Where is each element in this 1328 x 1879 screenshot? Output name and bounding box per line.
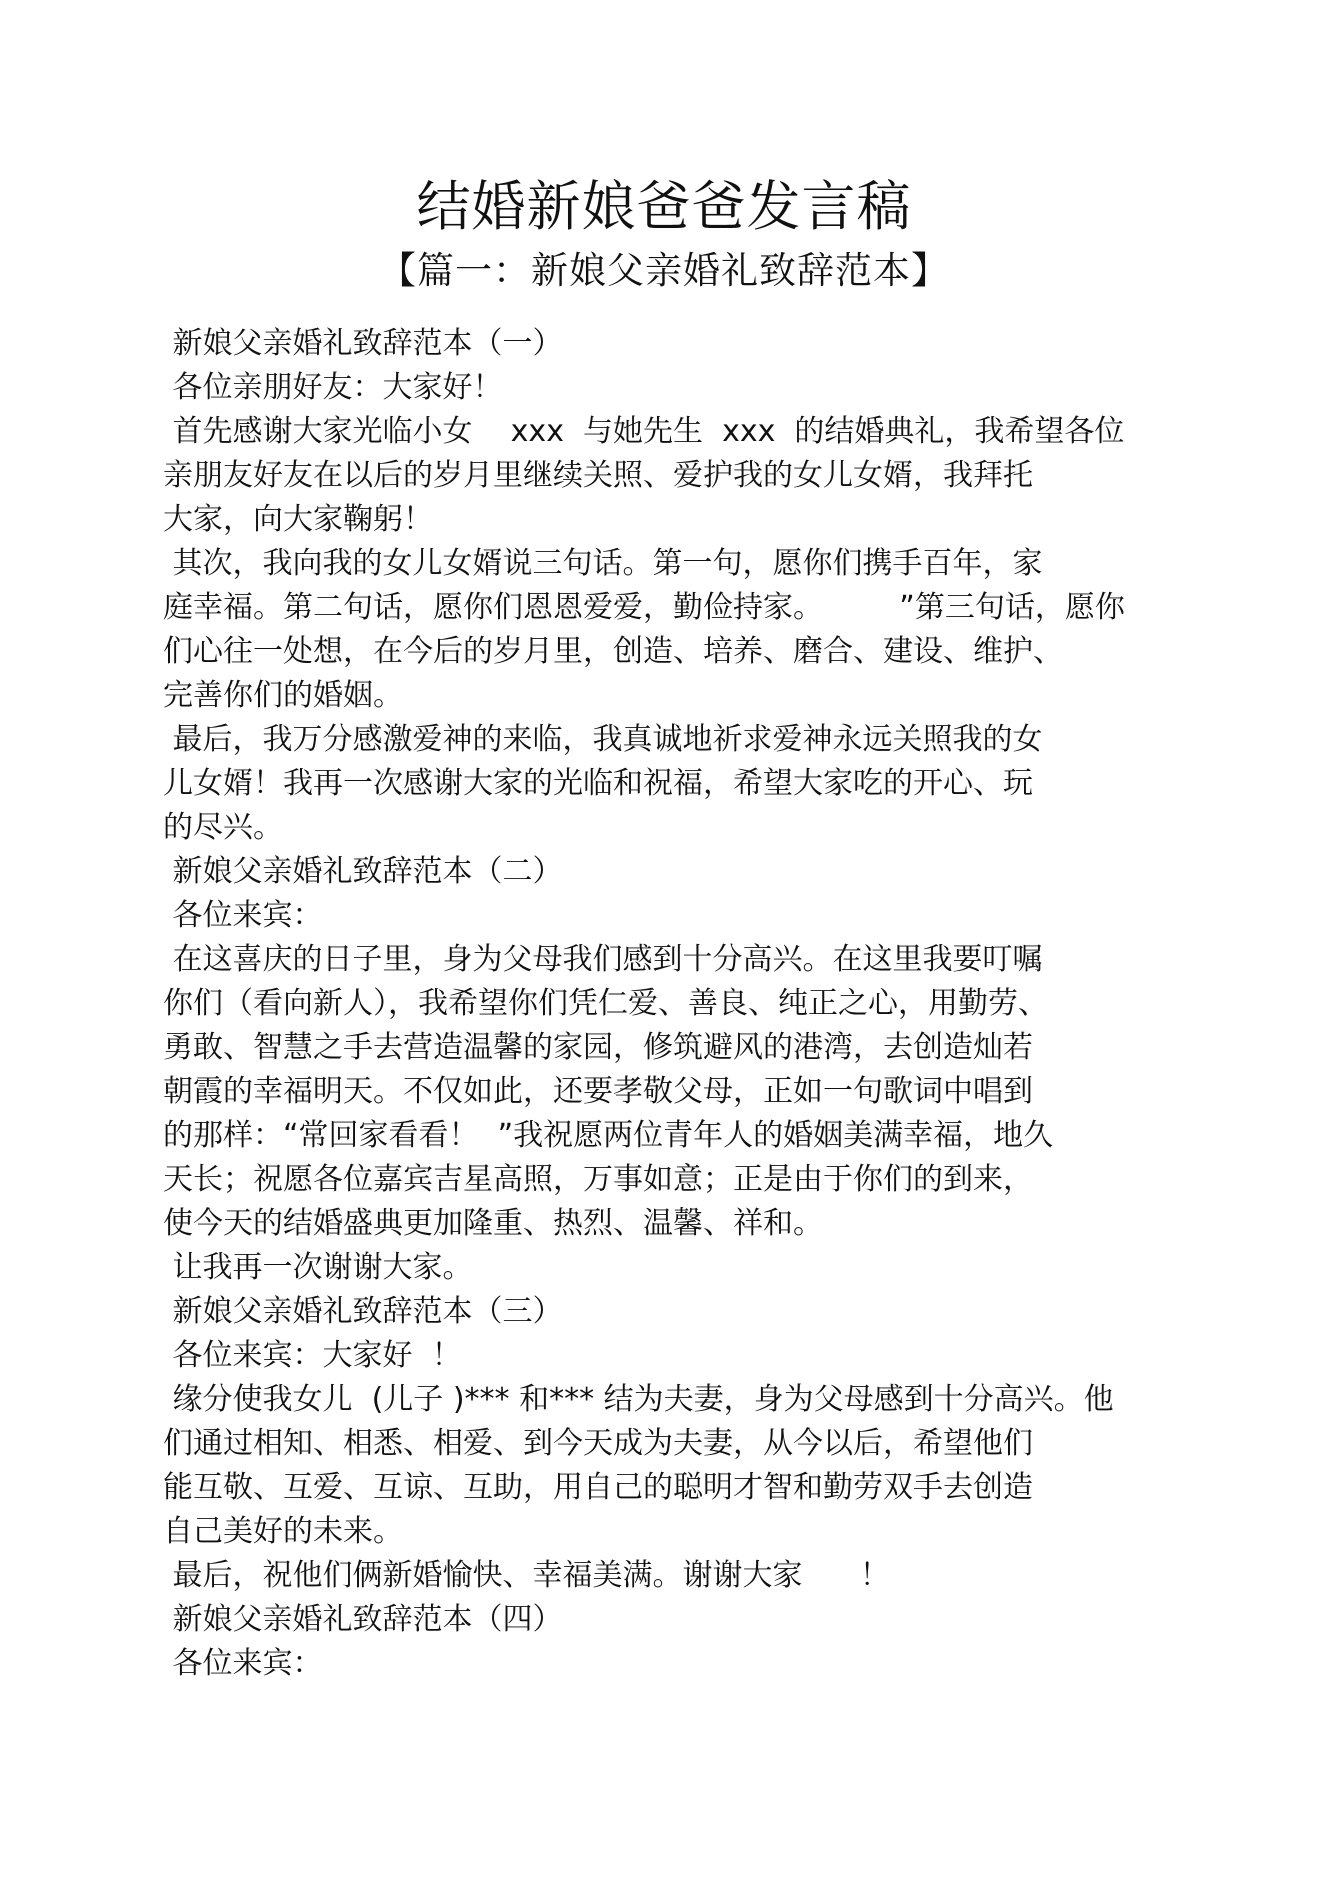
text-line: 各位亲朋好友：大家好！ [163, 370, 503, 405]
text-line: 让我再一次谢谢大家。 [163, 1250, 473, 1285]
text-line: 们通过相知、相悉、相爱、到今天成为夫妻，从今以后，希望他们 [163, 1426, 1033, 1461]
text-line: 缘分使我女儿 (儿子 )*** 和*** 结为夫妻，身为父母感到十分高兴。他 [163, 1382, 1114, 1417]
text-line: 新娘父亲婚礼致辞范本（四） [163, 1602, 563, 1637]
text-line: 的那样：“常回家看看！ ”我祝愿两位青年人的婚姻美满幸福，地久 [163, 1118, 1054, 1153]
text-line: 其次，我向我的女儿女婿说三句话。第一句，愿你们携手百年，家 [163, 546, 1043, 581]
text-line: 庭幸福。第二句话，愿你们恩恩爱爱，勤俭持家。 ”第三句话，愿你 [163, 590, 1125, 625]
text-line: 新娘父亲婚礼致辞范本（二） [163, 854, 563, 889]
text-line: 大家，向大家鞠躬！ [163, 502, 433, 537]
text-line: 各位来宾： [163, 1646, 323, 1681]
text-line: 使今天的结婚盛典更加隆重、热烈、温馨、祥和。 [163, 1206, 823, 1241]
text-line: 各位来宾：大家好 ！ [163, 1338, 462, 1373]
text-line: 在这喜庆的日子里，身为父母我们感到十分高兴。在这里我要叮嘱 [163, 942, 1043, 977]
text-line: 亲朋友好友在以后的岁月里继续关照、爱护我的女儿女婿，我拜托 [163, 458, 1033, 493]
text-line: 各位来宾： [163, 898, 323, 933]
text-line: 能互敬、互爱、互谅、互助，用自己的聪明才智和勤劳双手去创造 [163, 1470, 1033, 1505]
text-line: 们心往一处想，在今后的岁月里，创造、培养、磨合、建设、维护、 [163, 634, 1063, 669]
text-line: 的尽兴。 [163, 810, 283, 845]
section-heading: 【篇一：新娘父亲婚礼致辞范本】 [379, 249, 949, 292]
text-line: 朝霞的幸福明天。不仅如此，还要孝敬父母，正如一句歌词中唱到 [163, 1074, 1033, 1109]
text-line: 新娘父亲婚礼致辞范本（三） [163, 1294, 563, 1329]
text-line: 自己美好的未来。 [163, 1514, 403, 1549]
text-line: 天长；祝愿各位嘉宾吉星高照，万事如意；正是由于你们的到来， [163, 1162, 1033, 1197]
document-title: 结婚新娘爸爸发言稿 [416, 175, 912, 238]
text-line: 最后，我万分感激爱神的来临，我真诚地祈求爱神永远关照我的女 [163, 722, 1043, 757]
text-line: 完善你们的婚姻。 [163, 678, 403, 713]
body-text [163, 322, 1163, 1686]
text-line: 你们（看向新人），我希望你们凭仁爱、善良、纯正之心，用勤劳、 [163, 986, 1048, 1021]
text-line: 首先感谢大家光临小女 xxx 与她先生 xxx 的结婚典礼，我希望各位 [163, 414, 1125, 449]
text-line: 新娘父亲婚礼致辞范本（一） [163, 326, 563, 361]
text-line: 最后，祝他们俩新婚愉快、幸福美满。谢谢大家 ！ [163, 1558, 890, 1593]
text-line: 儿女婿！我再一次感谢大家的光临和祝福，希望大家吃的开心、玩 [163, 766, 1033, 801]
text-line: 勇敢、智慧之手去营造温馨的家园，修筑避风的港湾，去创造灿若 [163, 1030, 1033, 1065]
